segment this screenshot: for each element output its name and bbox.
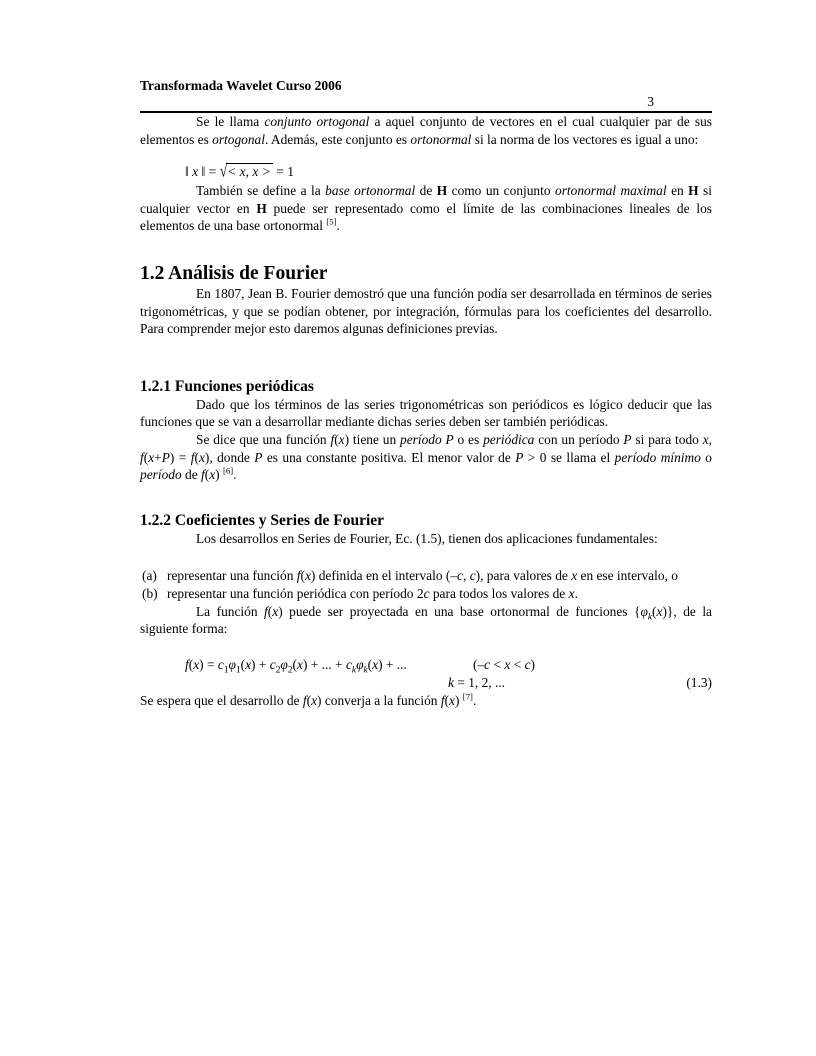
equation-index: k = 1, 2, ... (448, 674, 506, 690)
paragraph-conjunto-ortogonal: Se le llama conjunto ortogonal a aquel conjunto de vectores en el cual cualquier par de sus elementos es ortogonal. Además, este conjunto es ortonormal si la norma de los vectores es igual a uno: (140, 114, 713, 147)
equation-line-1 (140, 656, 712, 674)
paragraph-dado-que: Dado que los términos de las series trigonométricas son periódicos es lógico deducir que las funciones que se van a desarrollar mediante dichas series deben ser también periódicas. (140, 396, 712, 430)
formula-norm: ‖ x ‖ = √< x, x > = 1 (185, 161, 294, 181)
paragraph-se-espera: Se espera que el desarrollo de f(x) converja a la función f(x) [7]. (140, 691, 477, 708)
paragraph-base-ortonormal: También se define a la base ortonormal de H como un conjunto ortonormal maximal en H si cualquier vector en H puede ser representado como el límite de las combinaciones lineales de los elementos de una base ortonormal [5]. (140, 183, 712, 234)
page-header (140, 78, 712, 113)
applications-list (140, 567, 712, 602)
heading-analisis-de-fourier: 1.2 Análisis de Fourier (140, 262, 328, 284)
equation-domain: (–c < x < c) (473, 656, 535, 672)
list-marker-b: (b) (142, 585, 158, 601)
paragraph-se-dice: Se dice que una función f(x) tiene un período P o es periódica con un período P si para todo x, f(x+P) = f(x), donde P es una constante positiva. El menor valor de P > 0 se llama el período mínimo o período de f(x) [6]. (140, 431, 713, 483)
list-item-a (140, 567, 712, 585)
paragraph-fourier-1807: En 1807, Jean B. Fourier demostró que una función podía ser desarrollada en términos de series trigonométricas, y que se podían obtener, por integración, fórmulas para los coeficientes del desarrollo. Para comprender mejor esto daremos algunas definiciones previas. (140, 285, 712, 337)
page-number: 3 (647, 94, 654, 109)
heading-coeficientes-series-fourier: 1.2.2 Coeficientes y Series de Fourier (140, 511, 385, 529)
equation-expression: $f(x) = c_1\varphi_1(x) + c_2\varphi_2(x)$ + ... + $c_k\varphi_k(x)$ + ... (185, 656, 407, 676)
header-title: Transformada Wavelet Curso 2006 (140, 78, 342, 93)
list-item-a-text: representar una función f(x) definida en el intervalo (–c, c), para valores de x en ese intervalo, o (167, 568, 678, 584)
list-marker-a: (a) (142, 568, 157, 584)
equation-number: (1.3) (686, 674, 712, 690)
paragraph-proyectada: La función f(x) puede ser proyectada en una base ortonormal de funciones $\{\varphi_k(x)\}$, de la siguiente forma: (140, 603, 712, 637)
list-item-b-text: representar una función periódica con período 2c para todos los valores de x. (167, 585, 578, 601)
list-item-b (140, 585, 712, 603)
equation-1-3 (140, 656, 712, 692)
equation-line-2 (140, 674, 712, 692)
paragraph-desarrollos: Los desarrollos en Series de Fourier, Ec. (1.5), tienen dos aplicaciones fundamentales: (196, 530, 658, 546)
heading-funciones-periodicas: 1.2.1 Funciones periódicas (140, 377, 314, 395)
